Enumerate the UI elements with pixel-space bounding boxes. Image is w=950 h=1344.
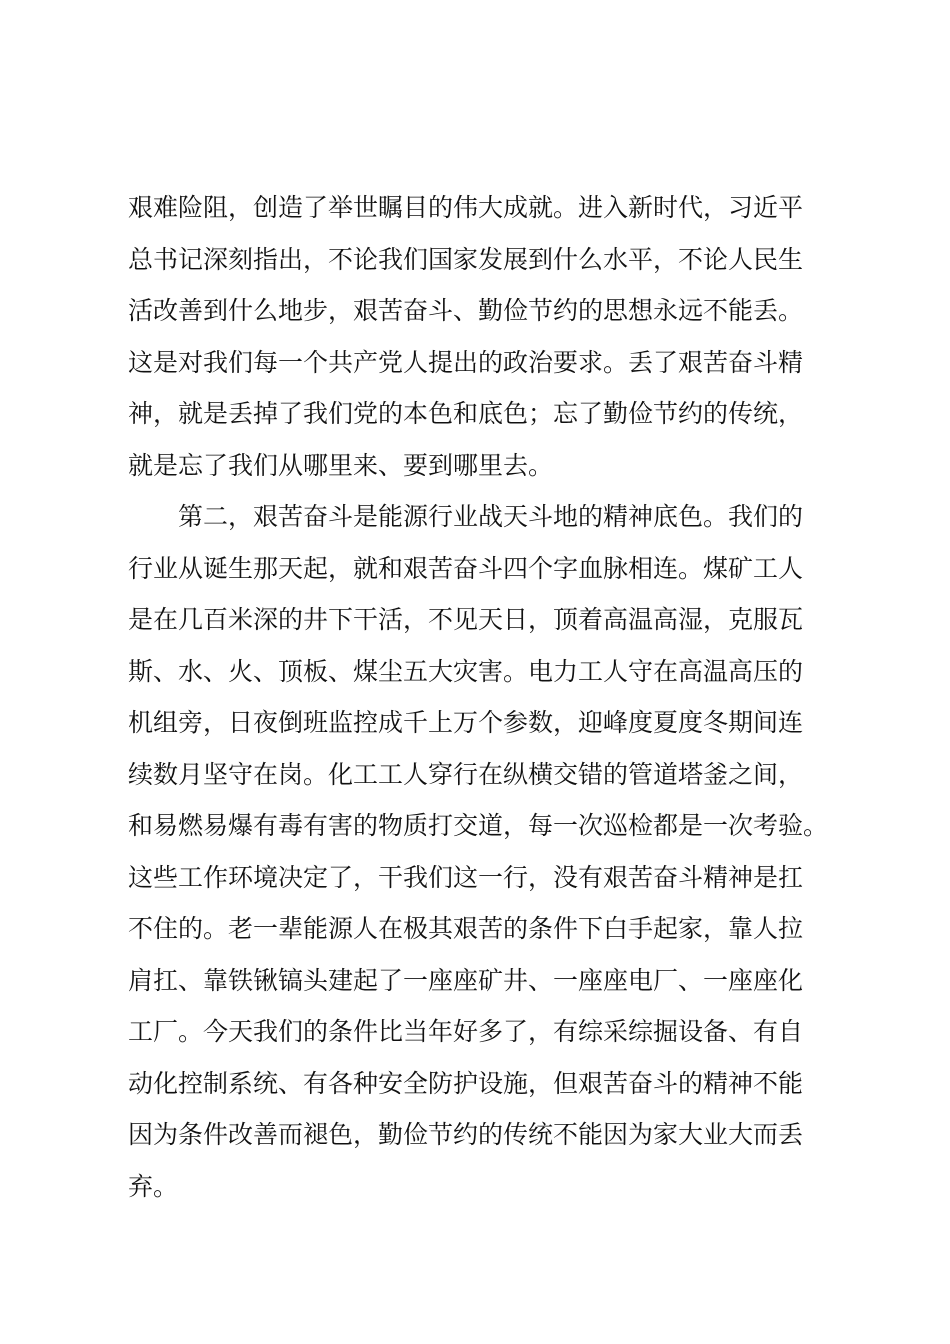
text-line: 不住的。老一辈能源人在极其艰苦的条件下白手起家，靠人拉 (128, 914, 804, 943)
text-line: 第二，艰苦奋斗是能源行业战天斗地的精神底色。我们的 (128, 502, 804, 531)
text-line: 神，就是丢掉了我们党的本色和底色；忘了勤俭节约的传统， (128, 399, 804, 428)
text-line: 这些工作环境决定了，干我们这一行，没有艰苦奋斗精神是扛 (128, 862, 804, 892)
text-line: 工厂。今天我们的条件比当年好多了，有综采综掘设备、有自 (128, 1017, 804, 1046)
text-line: 是在几百米深的井下干活，不见天日，顶着高温高湿，克服瓦 (128, 605, 804, 634)
text-line: 艰难险阻，创造了举世瞩目的伟大成就。进入新时代，习近平 (128, 193, 804, 222)
text-line: 这是对我们每一个共产党人提出的政治要求。丢了艰苦奋斗精 (128, 347, 804, 377)
text-line: 斯、水、火、顶板、煤尘五大灾害。电力工人守在高温高压的 (128, 656, 804, 686)
text-line: 机组旁，日夜倒班监控成千上万个参数，迎峰度夏度冬期间连 (128, 708, 804, 737)
text-line: 活改善到什么地步，艰苦奋斗、勤俭节约的思想永远不能丢。 (128, 296, 804, 325)
text-line: 总书记深刻指出，不论我们国家发展到什么水平，不论人民生 (128, 244, 804, 274)
text-line: 弃。 (128, 1171, 179, 1201)
text-line: 续数月坚守在岗。化工工人穿行在纵横交错的管道塔釜之间， (128, 759, 804, 789)
text-line: 因为条件改善而褪色，勤俭节约的传统不能因为家大业大而丢 (128, 1120, 804, 1149)
text-line: 动化控制系统、有各种安全防护设施，但艰苦奋斗的精神不能 (128, 1068, 804, 1098)
text-line: 肩扛、靠铁锹镐头建起了一座座矿井、一座座电厂、一座座化 (128, 965, 804, 995)
paragraph-second-point (128, 491, 848, 1212)
paragraph-continued (128, 182, 848, 491)
text-line: 就是忘了我们从哪里来、要到哪里去。 (128, 450, 554, 480)
text-line: 和易燃易爆有毒有害的物质打交道，每一次巡检都是一次考验。 (128, 811, 829, 840)
text-line: 行业从诞生那天起，就和艰苦奋斗四个字血脉相连。煤矿工人 (128, 553, 804, 583)
